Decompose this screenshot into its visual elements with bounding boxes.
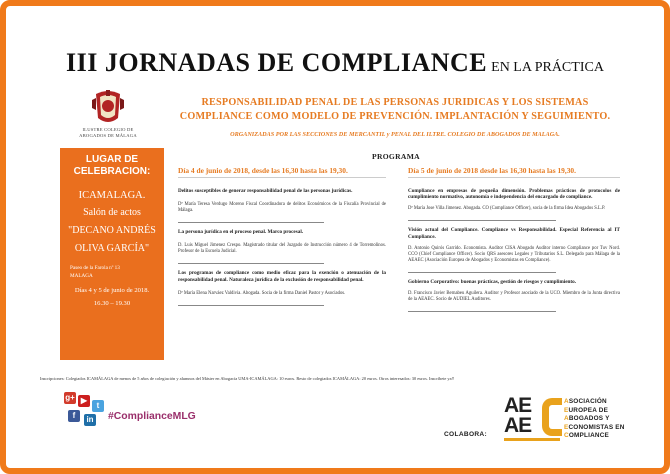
- list-item: [408, 188, 620, 221]
- event-headline: [150, 96, 640, 124]
- facebook-icon[interactable]: f: [68, 410, 80, 422]
- venue-panel: [60, 148, 164, 360]
- venue-room-2: "DECANO ANDRÉS: [68, 225, 156, 236]
- program-heading: PROGRAMA: [372, 152, 420, 161]
- session-speaker: Dª María Elena Narváez Valdivia. Abogada. Socia de la firma Daniel Pastor y Asociados.: [178, 290, 346, 296]
- venue-room-1: Salón de actos: [83, 207, 141, 218]
- venue-label-1: LUGAR DE: [85, 154, 139, 165]
- crest-caption-2: ABOGADOS DE MÁLAGA: [79, 133, 137, 139]
- list-item: [408, 279, 620, 312]
- venue-name: ICAMALAGA.: [78, 190, 146, 201]
- session-speaker: D. Francisco Javier Bernabeu Aguilera. Auditor y Profesor asociado de la UCO. Miembro de la Junta directiva de la AEAEC. Socio de AUDIEL Auditores.: [408, 291, 620, 303]
- collaborator-label: COLABORA:: [444, 431, 487, 438]
- day-1-heading: Día 4 de junio de 2018, desde las 16,30 hasta las 19,30.: [178, 166, 386, 178]
- venue-city: MALAGA: [70, 273, 93, 279]
- day-2-heading: Día 5 de junio de 2018 desde las 16,30 hasta las 19,30.: [408, 166, 620, 178]
- divider: [408, 272, 556, 273]
- crest-icon: [88, 88, 128, 126]
- organizers-note: ORGANIZADAS POR LAS SECCIONES DE MERCANTIL y PENAL DEL ILTRE. COLEGIO DE ABOGADOS DE MALAGA.: [230, 131, 560, 138]
- assoc-initial: E: [564, 423, 569, 431]
- title-main: III JORNADAS DE COMPLIANCE: [66, 48, 488, 77]
- assoc-word: BOGADOS Y: [568, 415, 610, 423]
- page-title: [0, 48, 670, 78]
- register-link[interactable]: Inscríbete ya!!: [429, 376, 455, 381]
- divider: [408, 311, 556, 312]
- youtube-icon[interactable]: ▶: [78, 395, 90, 407]
- registration-fees: Inscripciones: Colegiados ICAMÁLAGA de menos de 5 años de colegiación y alumnos del Máster en Abogacía UMA-ICAMÁLAGA: 10 euros. Resto de colegiados ICAMÁLAGA: 20 euros. Otros interesados: 30 euros.: [40, 376, 428, 381]
- list-item: [178, 270, 386, 305]
- headline-line-1: RESPONSABILIDAD PENAL DE LAS PERSONAS JURIDICAS Y LOS SISTEMAS: [201, 97, 589, 108]
- assoc-initial: A: [564, 398, 569, 405]
- logo-letters: AE AE: [504, 394, 532, 437]
- session-title: La persona jurídica en el proceso penal. Marco procesal.: [178, 229, 304, 236]
- divider: [178, 222, 324, 223]
- session-title: Compliance en empresas de pequeña dimensión. Problemas prácticos de protocolos de cumplimiento normativo, autonomía e independencia del encargado de compliance.: [408, 188, 620, 201]
- list-item: [178, 188, 386, 223]
- session-title: Visión actual del Compliance. Compliance vs Responsabilidad. Especial Referencia al IT Compliance.: [408, 227, 620, 240]
- headline-line-2: COMPLIANCE COMO MODELO DE PREVENCIÓN. IMPLANTACIÓN Y SEGUIMIENTO.: [179, 111, 611, 122]
- session-title: Delitos susceptibles de generar responsabilidad penal de las personas jurídicas.: [178, 188, 353, 194]
- session-speaker: Dª María Jose Villa Jimenez. Abogada. CO (Compliance Officer), socia de la firma Idea Abogados S.L.P.: [408, 206, 606, 212]
- assoc-word: OMPLIANCE: [568, 432, 609, 440]
- assoc-initial: C: [564, 432, 569, 440]
- program-day-1: [178, 166, 386, 312]
- event-dates: Días 4 y 5 de junio de 2018.: [74, 287, 150, 294]
- crest-caption-1: ILUSTRE COLEGIO DE: [82, 127, 134, 132]
- aeaec-logo: [502, 396, 564, 446]
- assoc-word: SOCIACIÓN: [568, 398, 607, 405]
- assoc-initial: E: [564, 406, 569, 414]
- venue-room-3: OLIVA GARCÍA": [74, 243, 150, 254]
- logo-bar: [504, 438, 560, 441]
- title-sub: EN LA PRÁCTICA: [491, 60, 604, 75]
- registration-info: [40, 376, 634, 381]
- twitter-icon[interactable]: t: [92, 400, 104, 412]
- session-speaker: Dª María Teresa Verdugo Moreno Fiscal Coordinadora de delitos Económicos de la Fiscalía Provincial de Málaga.: [178, 202, 386, 214]
- divider: [408, 220, 556, 221]
- event-hours: 16.30 – 19.30: [93, 300, 131, 307]
- session-speaker: D. Luis Miguel Jimenez Crespo. Magistrado titular del Juzgado de Instrucción número 4 de Torremolinos. Profesor de la Escuela Judicial.: [178, 243, 386, 255]
- program-day-2: [408, 166, 620, 318]
- divider: [178, 263, 324, 264]
- session-title: Los programas de compliance como medio eficaz para la exención o atenuación de la responsabilidad penal. Naturaleza jurídica de la exclusión de responsabilidad penal.: [178, 270, 386, 283]
- logo-bracket: [542, 398, 562, 436]
- social-icons: [62, 392, 106, 436]
- list-item: [178, 229, 386, 264]
- bar-association-logo: [76, 88, 140, 139]
- divider: [178, 305, 324, 306]
- venue-label-2: CELEBRACION:: [73, 166, 151, 177]
- list-item: [408, 227, 620, 272]
- assoc-initial: A: [564, 415, 569, 423]
- hashtag[interactable]: #ComplianceMLG: [108, 411, 196, 422]
- assoc-word: CONOMISTAS EN: [568, 423, 625, 431]
- venue-address: Paseo de la Farola nº 13: [70, 265, 120, 271]
- session-speaker: D. Antonio Quirós Garrido. Economista. Auditor CISA Abogado Auditor interno Compliance por Tuv Nord. CCO (Chief Compliance Officer). Socio QRS asesores Legales y Tributarios S.L. Delegado para Málaga de la AEAEC (Asociación Europea de Abogados y Economistas en Compliance).: [408, 245, 620, 263]
- session-title: Gobierno Corporativo: buenas prácticas, gestión de riesgos y cumplimiento.: [408, 278, 577, 285]
- google-plus-icon[interactable]: g+: [65, 393, 75, 402]
- linkedin-icon[interactable]: in: [84, 414, 96, 426]
- association-name: [564, 398, 625, 441]
- assoc-word: UROPEA DE: [568, 406, 609, 414]
